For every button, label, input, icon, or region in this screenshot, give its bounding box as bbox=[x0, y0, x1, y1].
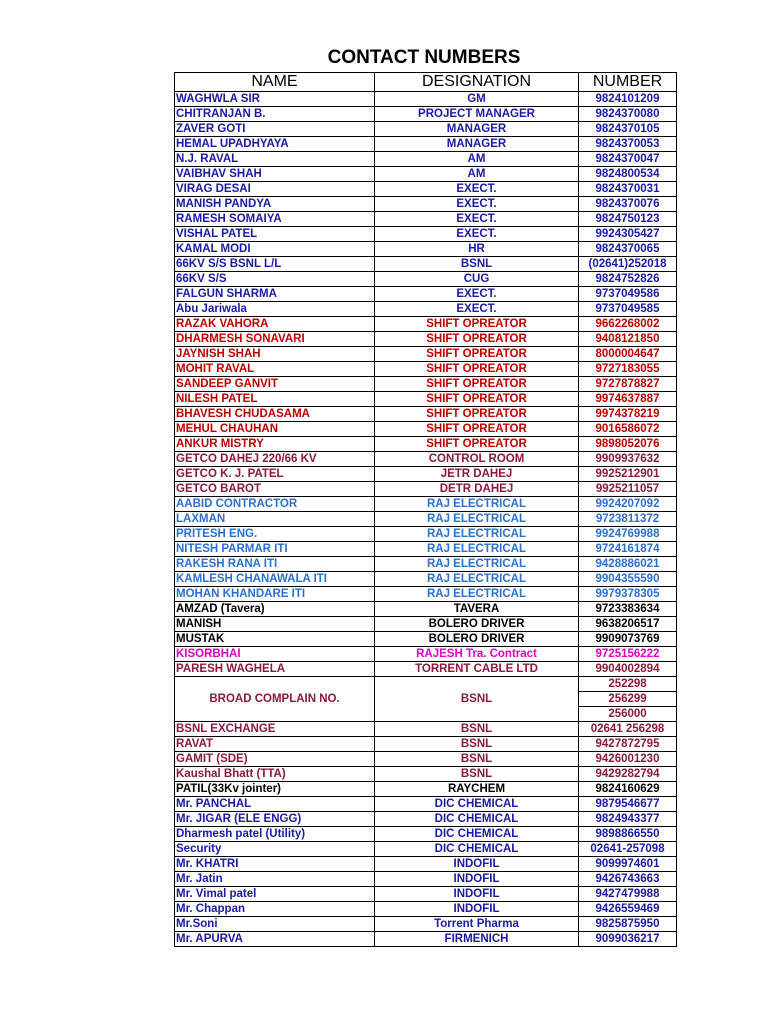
cell-name: GETCO K. J. PATEL bbox=[175, 467, 375, 482]
cell-designation: HR bbox=[375, 242, 579, 257]
table-row bbox=[175, 812, 677, 827]
cell-name: MEHUL CHAUHAN bbox=[175, 422, 375, 437]
cell-number: 9016586072 bbox=[579, 422, 677, 437]
cell-number: 9824370080 bbox=[579, 107, 677, 122]
cell-number: 9824370031 bbox=[579, 182, 677, 197]
cell-name: AABID CONTRACTOR bbox=[175, 497, 375, 512]
cell-number: 9824800534 bbox=[579, 167, 677, 182]
cell-number: 9427872795 bbox=[579, 737, 677, 752]
cell-name: HEMAL UPADHYAYA bbox=[175, 137, 375, 152]
cell-number: 9979378305 bbox=[579, 587, 677, 602]
contacts-table bbox=[174, 72, 677, 947]
cell-designation: INDOFIL bbox=[375, 902, 579, 917]
table-row bbox=[175, 182, 677, 197]
header-row bbox=[175, 73, 677, 92]
cell-number: 9824750123 bbox=[579, 212, 677, 227]
page-title: CONTACT NUMBERS bbox=[327, 47, 521, 68]
cell-designation: BSNL bbox=[375, 752, 579, 767]
cell-number: 9925212901 bbox=[579, 467, 677, 482]
table-row bbox=[175, 227, 677, 242]
cell-number: 9724161874 bbox=[579, 542, 677, 557]
table-row bbox=[175, 797, 677, 812]
cell-name: N.J. RAVAL bbox=[175, 152, 375, 167]
table-row bbox=[175, 767, 677, 782]
table-row bbox=[175, 107, 677, 122]
cell-designation: AM bbox=[375, 152, 579, 167]
table-row bbox=[175, 437, 677, 452]
cell-number: 02641-257098 bbox=[579, 842, 677, 857]
cell-number: 9727878827 bbox=[579, 377, 677, 392]
cell-designation: BSNL bbox=[375, 257, 579, 272]
table-row bbox=[175, 917, 677, 932]
cell-number: 9924769988 bbox=[579, 527, 677, 542]
table-row bbox=[175, 527, 677, 542]
table-row bbox=[175, 722, 677, 737]
table-row bbox=[175, 887, 677, 902]
cell-name: KISORBHAI bbox=[175, 647, 375, 662]
cell-number: 9099974601 bbox=[579, 857, 677, 872]
cell-name: WAGHWLA SIR bbox=[175, 92, 375, 107]
cell-number: 9428886021 bbox=[579, 557, 677, 572]
cell-designation: BOLERO DRIVER bbox=[375, 632, 579, 647]
cell-designation: TAVERA bbox=[375, 602, 579, 617]
cell-designation: MANAGER bbox=[375, 122, 579, 137]
cell-name: RAKESH RANA ITI bbox=[175, 557, 375, 572]
cell-number: 256000 bbox=[579, 707, 677, 722]
table-row bbox=[175, 647, 677, 662]
header-number: NUMBER bbox=[579, 73, 677, 92]
table-row bbox=[175, 197, 677, 212]
table-row bbox=[175, 557, 677, 572]
cell-name: MANISH bbox=[175, 617, 375, 632]
cell-designation: SHIFT OPREATOR bbox=[375, 407, 579, 422]
cell-number: 9824943377 bbox=[579, 812, 677, 827]
cell-designation: SHIFT OPREATOR bbox=[375, 392, 579, 407]
cell-name: ANKUR MISTRY bbox=[175, 437, 375, 452]
cell-number: 9825875950 bbox=[579, 917, 677, 932]
cell-name: MANISH PANDYA bbox=[175, 197, 375, 212]
table-row bbox=[175, 602, 677, 617]
cell-designation: AM bbox=[375, 167, 579, 182]
cell-number: 9904355590 bbox=[579, 572, 677, 587]
cell-designation: SHIFT OPREATOR bbox=[375, 377, 579, 392]
cell-number: 9898052076 bbox=[579, 437, 677, 452]
cell-name: RAZAK VAHORA bbox=[175, 317, 375, 332]
table-row bbox=[175, 512, 677, 527]
table-row bbox=[175, 902, 677, 917]
cell-number: 9099036217 bbox=[579, 932, 677, 947]
table-row bbox=[175, 362, 677, 377]
cell-name: PARESH WAGHELA bbox=[175, 662, 375, 677]
cell-name: LAXMAN bbox=[175, 512, 375, 527]
cell-designation: JETR DAHEJ bbox=[375, 467, 579, 482]
cell-designation: RAJ ELECTRICAL bbox=[375, 512, 579, 527]
table-row bbox=[175, 332, 677, 347]
cell-designation: DIC CHEMICAL bbox=[375, 827, 579, 842]
cell-name: CHITRANJAN B. bbox=[175, 107, 375, 122]
table-row bbox=[175, 467, 677, 482]
table-row bbox=[175, 752, 677, 767]
cell-designation: SHIFT OPREATOR bbox=[375, 362, 579, 377]
cell-number: 9924305427 bbox=[579, 227, 677, 242]
table-row bbox=[175, 167, 677, 182]
cell-name: MUSTAK bbox=[175, 632, 375, 647]
cell-name: RAMESH SOMAIYA bbox=[175, 212, 375, 227]
table-row bbox=[175, 932, 677, 947]
cell-number: 9925211057 bbox=[579, 482, 677, 497]
cell-name: MOHIT RAVAL bbox=[175, 362, 375, 377]
cell-name: SANDEEP GANVIT bbox=[175, 377, 375, 392]
cell-name: Mr. KHATRI bbox=[175, 857, 375, 872]
cell-designation: BOLERO DRIVER bbox=[375, 617, 579, 632]
cell-designation: RAJ ELECTRICAL bbox=[375, 572, 579, 587]
cell-number: 9824752826 bbox=[579, 272, 677, 287]
cell-name: Mr. Chappan bbox=[175, 902, 375, 917]
cell-number: 02641 256298 bbox=[579, 722, 677, 737]
cell-designation: SHIFT OPREATOR bbox=[375, 422, 579, 437]
cell-name: NITESH PARMAR ITI bbox=[175, 542, 375, 557]
cell-name: Kaushal Bhatt (TTA) bbox=[175, 767, 375, 782]
table-row bbox=[175, 152, 677, 167]
table-row bbox=[175, 302, 677, 317]
cell-number: 9725156222 bbox=[579, 647, 677, 662]
cell-number: 9638206517 bbox=[579, 617, 677, 632]
cell-name: Mr. Vimal patel bbox=[175, 887, 375, 902]
cell-name: Security bbox=[175, 842, 375, 857]
cell-designation: FIRMENICH bbox=[375, 932, 579, 947]
table-row bbox=[175, 587, 677, 602]
table-row bbox=[175, 617, 677, 632]
cell-number: 8000004647 bbox=[579, 347, 677, 362]
table-row bbox=[175, 872, 677, 887]
cell-name: PATIL(33Kv jointer) bbox=[175, 782, 375, 797]
cell-number: 9426743663 bbox=[579, 872, 677, 887]
cell-designation: PROJECT MANAGER bbox=[375, 107, 579, 122]
cell-designation: DETR DAHEJ bbox=[375, 482, 579, 497]
cell-name: Mr. Jatin bbox=[175, 872, 375, 887]
table-row bbox=[175, 497, 677, 512]
table-row bbox=[175, 422, 677, 437]
table-row bbox=[175, 377, 677, 392]
cell-name: 66KV S/S bbox=[175, 272, 375, 287]
cell-name: NILESH PATEL bbox=[175, 392, 375, 407]
table-row bbox=[175, 827, 677, 842]
cell-designation: MANAGER bbox=[375, 137, 579, 152]
cell-designation: DIC CHEMICAL bbox=[375, 842, 579, 857]
cell-designation: RAJ ELECTRICAL bbox=[375, 527, 579, 542]
header-name: NAME bbox=[175, 73, 375, 92]
cell-number: 9824370065 bbox=[579, 242, 677, 257]
cell-name: 66KV S/S BSNL L/L bbox=[175, 257, 375, 272]
cell-name: Mr. APURVA bbox=[175, 932, 375, 947]
cell-designation: RAJ ELECTRICAL bbox=[375, 557, 579, 572]
cell-designation: Torrent Pharma bbox=[375, 917, 579, 932]
cell-number: 9909937632 bbox=[579, 452, 677, 467]
cell-designation: INDOFIL bbox=[375, 872, 579, 887]
cell-number: 9737049586 bbox=[579, 287, 677, 302]
cell-name: FALGUN SHARMA bbox=[175, 287, 375, 302]
table-row bbox=[175, 407, 677, 422]
cell-designation: EXECT. bbox=[375, 212, 579, 227]
cell-name: GAMIT (SDE) bbox=[175, 752, 375, 767]
cell-designation: INDOFIL bbox=[375, 887, 579, 902]
table-row bbox=[175, 122, 677, 137]
table-row bbox=[175, 572, 677, 587]
cell-number: 9824160629 bbox=[579, 782, 677, 797]
cell-name: AMZAD (Tavera) bbox=[175, 602, 375, 617]
table-row bbox=[175, 842, 677, 857]
table-row bbox=[175, 662, 677, 677]
cell-name: BSNL EXCHANGE bbox=[175, 722, 375, 737]
cell-number: 9737049585 bbox=[579, 302, 677, 317]
table-row bbox=[175, 542, 677, 557]
cell-number: 9426559469 bbox=[579, 902, 677, 917]
cell-designation: RAJ ELECTRICAL bbox=[375, 497, 579, 512]
cell-number: 9824370053 bbox=[579, 137, 677, 152]
cell-name: Mr.Soni bbox=[175, 917, 375, 932]
cell-number: 9824370076 bbox=[579, 197, 677, 212]
cell-designation: RAJ ELECTRICAL bbox=[375, 542, 579, 557]
cell-name: Mr. PANCHAL bbox=[175, 797, 375, 812]
cell-designation: EXECT. bbox=[375, 302, 579, 317]
cell-name: BROAD COMPLAIN NO. bbox=[175, 677, 375, 722]
cell-designation: DIC CHEMICAL bbox=[375, 812, 579, 827]
cell-number: 9824370047 bbox=[579, 152, 677, 167]
cell-number: 9662268002 bbox=[579, 317, 677, 332]
cell-designation: EXECT. bbox=[375, 227, 579, 242]
table-row bbox=[175, 257, 677, 272]
cell-name: Dharmesh patel (Utility) bbox=[175, 827, 375, 842]
cell-designation: SHIFT OPREATOR bbox=[375, 332, 579, 347]
cell-designation: BSNL bbox=[375, 722, 579, 737]
cell-designation: CONTROL ROOM bbox=[375, 452, 579, 467]
cell-number: 9824370105 bbox=[579, 122, 677, 137]
cell-number: 9429282794 bbox=[579, 767, 677, 782]
cell-name: BHAVESH CHUDASAMA bbox=[175, 407, 375, 422]
cell-number: 9723383634 bbox=[579, 602, 677, 617]
cell-number: 9879546677 bbox=[579, 797, 677, 812]
cell-designation: SHIFT OPREATOR bbox=[375, 437, 579, 452]
cell-designation: RAJESH Tra. Contract bbox=[375, 647, 579, 662]
cell-name: Mr. JIGAR (ELE ENGG) bbox=[175, 812, 375, 827]
cell-number: 9909073769 bbox=[579, 632, 677, 647]
cell-number: 9924207092 bbox=[579, 497, 677, 512]
cell-designation: CUG bbox=[375, 272, 579, 287]
cell-number: 9408121850 bbox=[579, 332, 677, 347]
cell-name: ZAVER GOTI bbox=[175, 122, 375, 137]
cell-designation: DIC CHEMICAL bbox=[375, 797, 579, 812]
cell-designation: RAJ ELECTRICAL bbox=[375, 587, 579, 602]
cell-name: DHARMESH SONAVARI bbox=[175, 332, 375, 347]
cell-number: 9427479988 bbox=[579, 887, 677, 902]
cell-number: 9426001230 bbox=[579, 752, 677, 767]
cell-name: PRITESH ENG. bbox=[175, 527, 375, 542]
cell-number: 252298 bbox=[579, 677, 677, 692]
cell-name: VISHAL PATEL bbox=[175, 227, 375, 242]
table-row bbox=[175, 317, 677, 332]
table-row bbox=[175, 737, 677, 752]
cell-designation: EXECT. bbox=[375, 197, 579, 212]
cell-name: JAYNISH SHAH bbox=[175, 347, 375, 362]
cell-number: 9974637887 bbox=[579, 392, 677, 407]
cell-designation: TORRENT CABLE LTD bbox=[375, 662, 579, 677]
table-row bbox=[175, 92, 677, 107]
table-row bbox=[175, 782, 677, 797]
cell-number: 9974378219 bbox=[579, 407, 677, 422]
contacts-body bbox=[175, 92, 677, 947]
cell-designation: INDOFIL bbox=[375, 857, 579, 872]
table-row bbox=[175, 272, 677, 287]
cell-designation: BSNL bbox=[375, 737, 579, 752]
cell-name: VAIBHAV SHAH bbox=[175, 167, 375, 182]
table-row bbox=[175, 392, 677, 407]
table-row bbox=[175, 482, 677, 497]
table-row bbox=[175, 632, 677, 647]
table-row bbox=[175, 287, 677, 302]
cell-number: 9824101209 bbox=[579, 92, 677, 107]
header-designation: DESIGNATION bbox=[375, 73, 579, 92]
table-row bbox=[175, 137, 677, 152]
cell-designation: BSNL bbox=[375, 677, 579, 722]
cell-name: MOHAN KHANDARE ITI bbox=[175, 587, 375, 602]
table-row bbox=[175, 242, 677, 257]
cell-designation: RAYCHEM bbox=[375, 782, 579, 797]
cell-name: VIRAG DESAI bbox=[175, 182, 375, 197]
table-row bbox=[175, 857, 677, 872]
cell-name: KAMAL MODI bbox=[175, 242, 375, 257]
cell-name: Abu Jariwala bbox=[175, 302, 375, 317]
table-row bbox=[175, 347, 677, 362]
table-row bbox=[175, 212, 677, 227]
cell-number: 9904002894 bbox=[579, 662, 677, 677]
cell-name: KAMLESH CHANAWALA ITI bbox=[175, 572, 375, 587]
table-row bbox=[175, 452, 677, 467]
cell-designation: SHIFT OPREATOR bbox=[375, 347, 579, 362]
cell-number: 9723811372 bbox=[579, 512, 677, 527]
cell-number: 256299 bbox=[579, 692, 677, 707]
cell-designation: EXECT. bbox=[375, 182, 579, 197]
cell-number: 9898866550 bbox=[579, 827, 677, 842]
cell-number: 9727183055 bbox=[579, 362, 677, 377]
cell-name: GETCO BAROT bbox=[175, 482, 375, 497]
cell-designation: SHIFT OPREATOR bbox=[375, 317, 579, 332]
cell-designation: GM bbox=[375, 92, 579, 107]
cell-number: (02641)252018 bbox=[579, 257, 677, 272]
cell-designation: BSNL bbox=[375, 767, 579, 782]
table-row bbox=[175, 677, 677, 692]
cell-designation: EXECT. bbox=[375, 287, 579, 302]
cell-name: GETCO DAHEJ 220/66 KV bbox=[175, 452, 375, 467]
cell-name: RAVAT bbox=[175, 737, 375, 752]
